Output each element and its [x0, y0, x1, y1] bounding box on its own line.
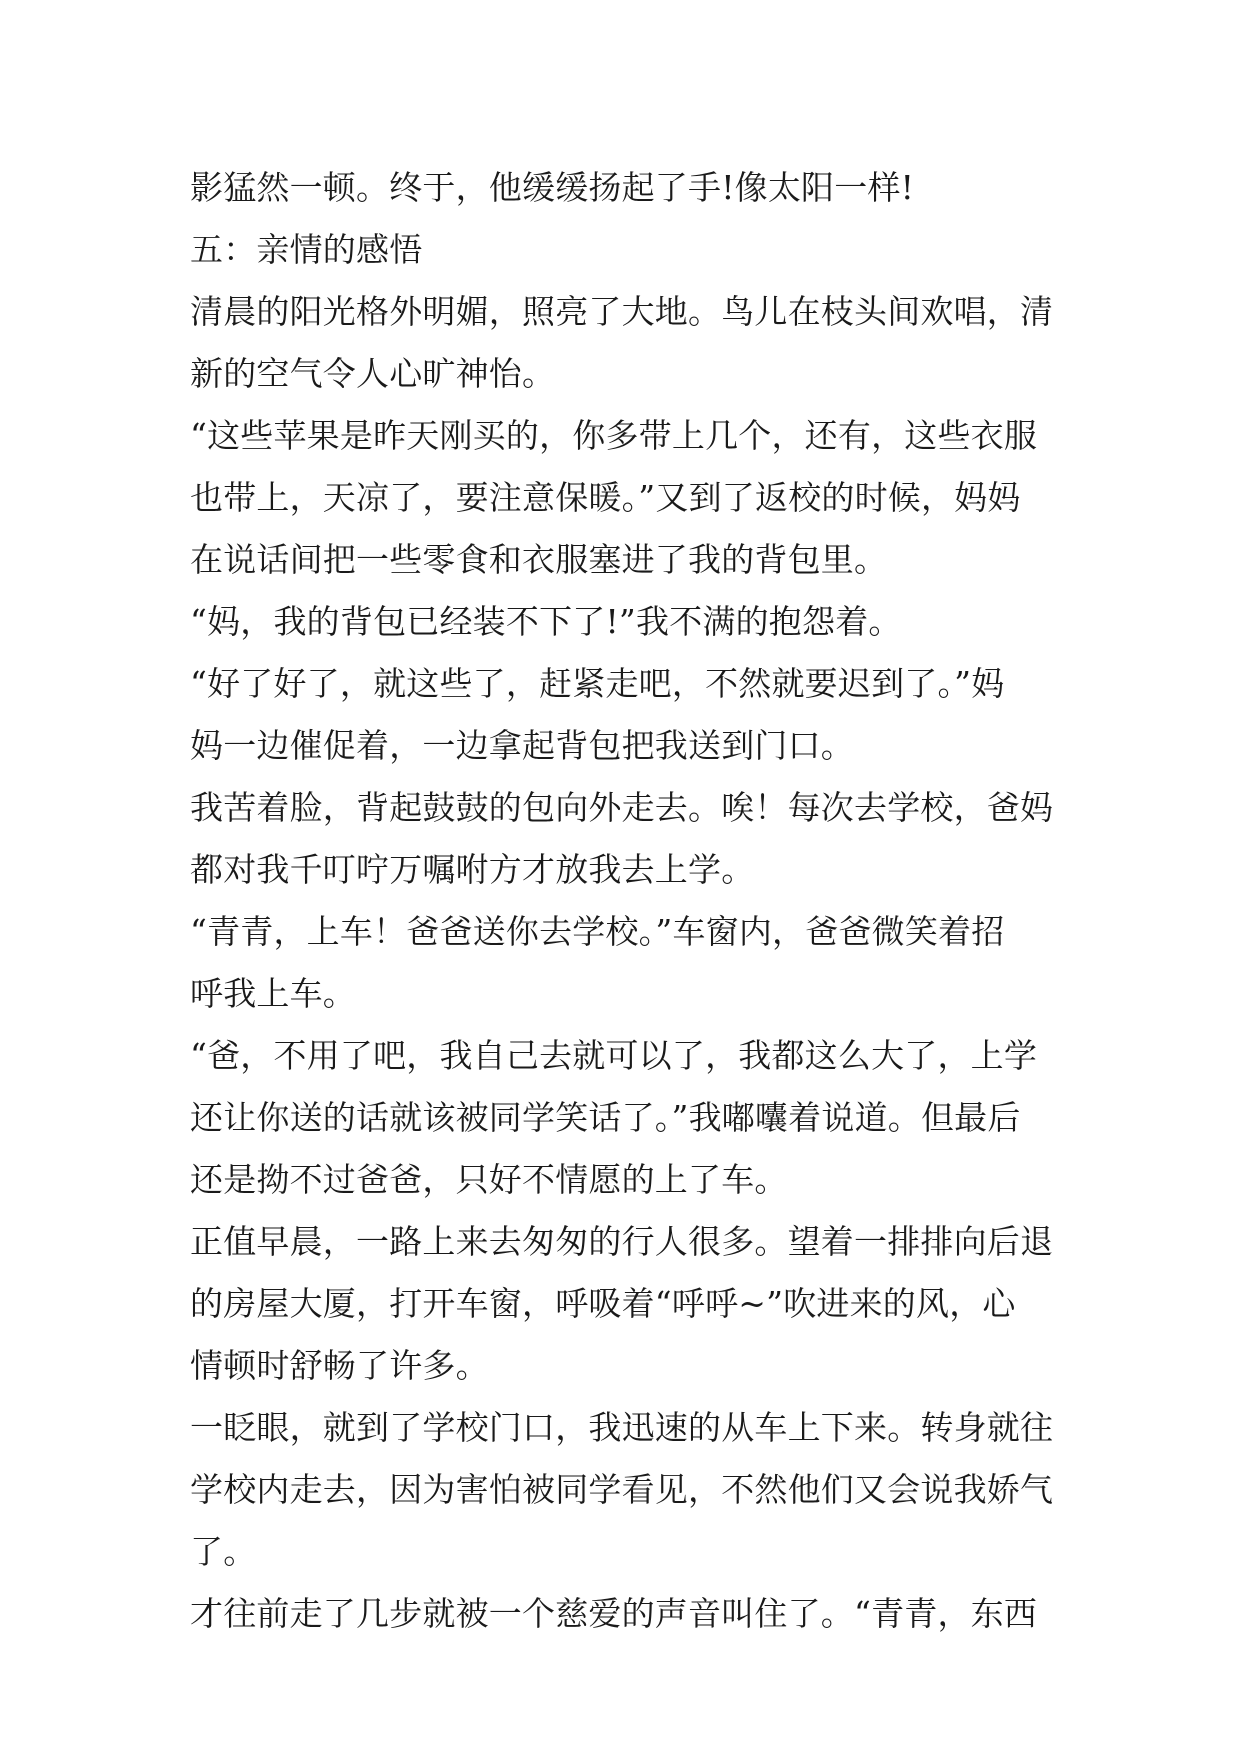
- text-line: 我苦着脸，背起鼓鼓的包向外走去。唉！每次去学校，爸妈: [190, 788, 1054, 827]
- body-text: [190, 157, 1070, 1645]
- text-line: 正值早晨，一路上来去匆匆的行人很多。望着一排排向后退: [190, 1222, 1054, 1261]
- text-line: 呼我上车。: [190, 974, 356, 1013]
- text-line: “爸，不用了吧，我自己去就可以了，我都这么大了，上学: [190, 1036, 1038, 1075]
- text-line: “好了好了，就这些了，赶紧走吧，不然就要迟到了。”妈: [190, 664, 1005, 703]
- text-line: 妈一边催促着，一边拿起背包把我送到门口。: [190, 726, 854, 765]
- text-line: 新的空气令人心旷神怡。: [190, 354, 556, 393]
- text-line: 还让你送的话就该被同学笑话了。”我嘟囔着说道。但最后: [190, 1098, 1021, 1137]
- text-line: 清晨的阳光格外明媚，照亮了大地。鸟儿在枝头间欢唱，清: [190, 292, 1054, 331]
- text-line: 了。: [190, 1532, 257, 1571]
- text-line: 也带上，天凉了，要注意保暖。”又到了返校的时候，妈妈: [190, 478, 1021, 517]
- text-line: “这些苹果是昨天刚买的，你多带上几个，还有，这些衣服: [190, 416, 1038, 455]
- text-line: 的房屋大厦，打开车窗，呼吸着“呼呼~”吹进来的风，心: [190, 1284, 1016, 1323]
- text-line: 还是拗不过爸爸，只好不情愿的上了车。: [190, 1160, 788, 1199]
- text-line: 在说话间把一些零食和衣服塞进了我的背包里。: [190, 540, 888, 579]
- section-heading: 五：亲情的感悟: [190, 230, 423, 269]
- text-line: “妈，我的背包已经装不下了!”我不满的抱怨着。: [190, 602, 902, 641]
- text-line: 学校内走去，因为害怕被同学看见，不然他们又会说我娇气: [190, 1470, 1054, 1509]
- text-line: “青青，上车！爸爸送你去学校。”车窗内，爸爸微笑着招: [190, 912, 1005, 951]
- text-line: 影猛然一顿。终于，他缓缓扬起了手!像太阳一样!: [190, 168, 915, 207]
- text-line: 情顿时舒畅了许多。: [190, 1346, 489, 1385]
- text-line: 都对我千叮咛万嘱咐方才放我去上学。: [190, 850, 755, 889]
- text-line: 才往前走了几步就被一个慈爱的声音叫住了。“青青，东西: [190, 1594, 1038, 1633]
- text-line: 一眨眼，就到了学校门口，我迅速的从车上下来。转身就往: [190, 1408, 1054, 1447]
